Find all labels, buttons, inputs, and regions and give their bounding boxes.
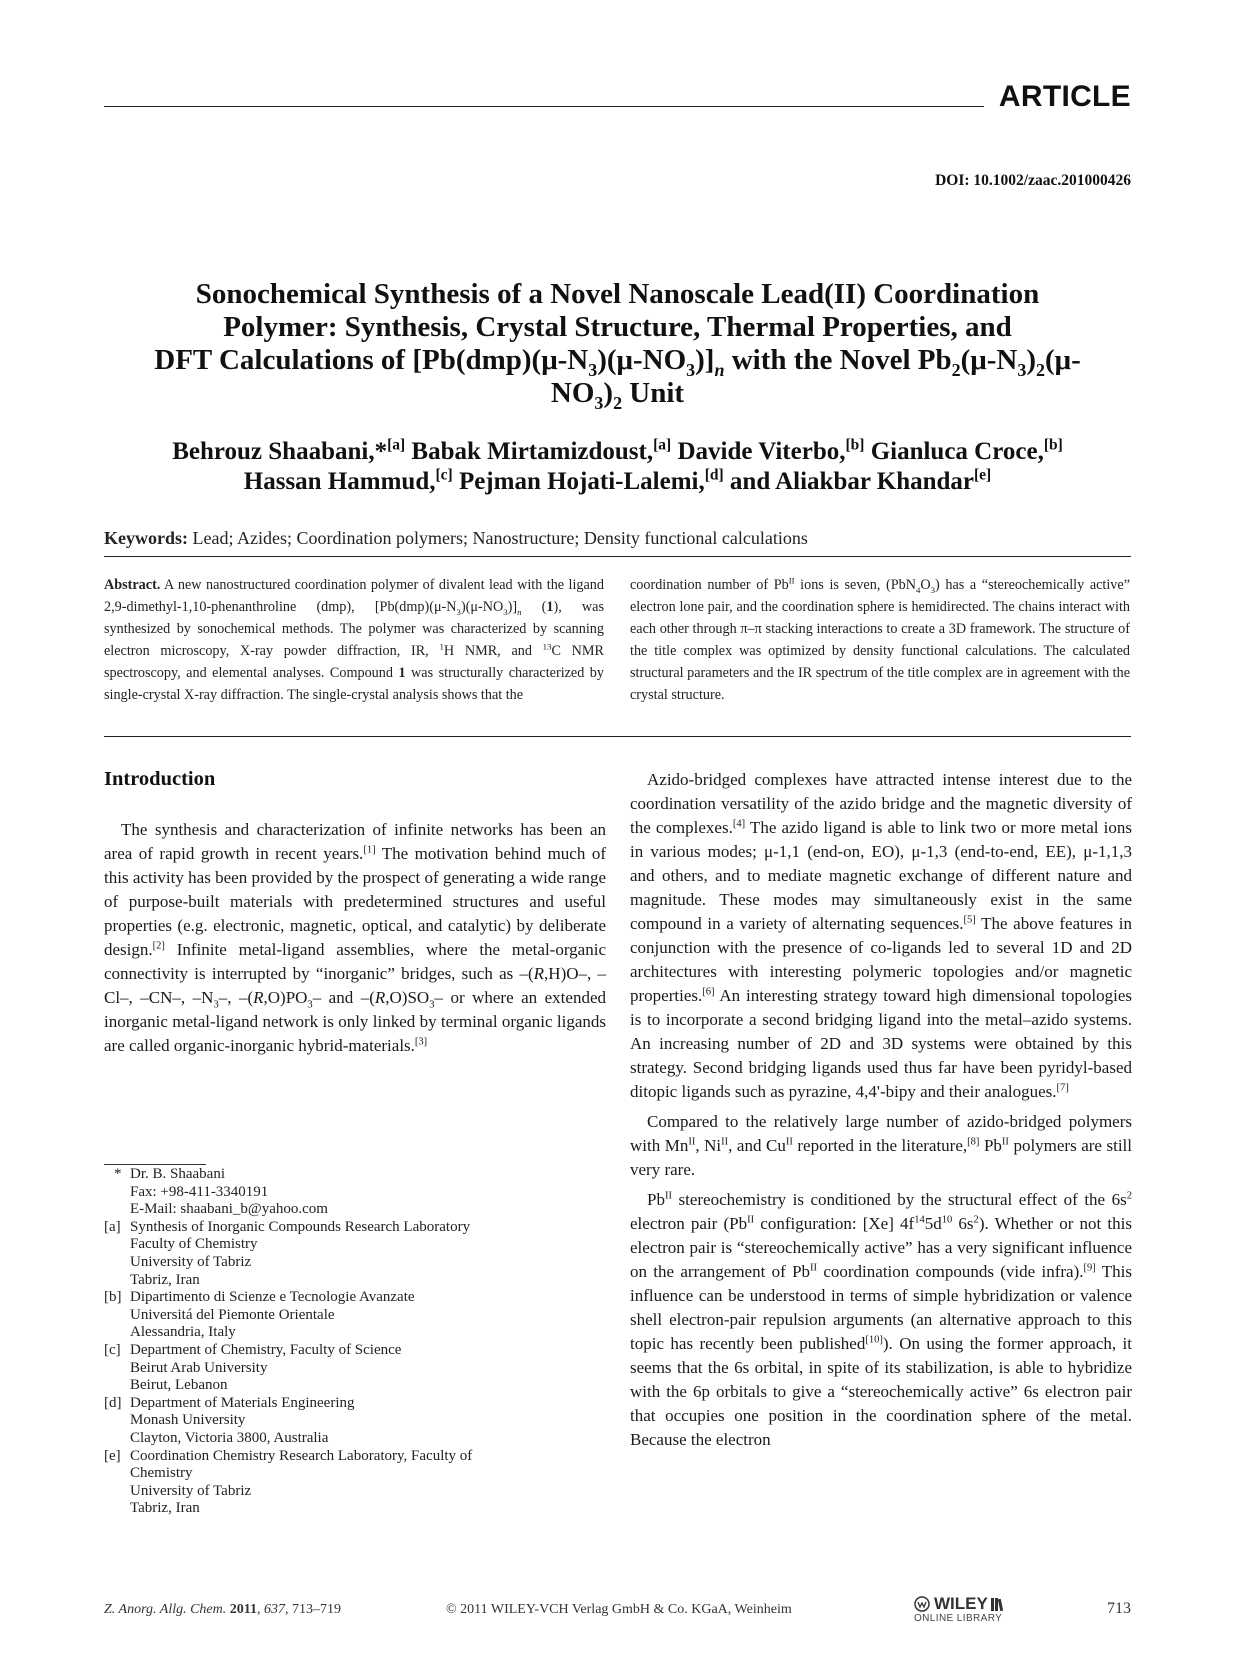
wiley-online-library-logo[interactable]: WILEY ONLINE LIBRARY xyxy=(914,1594,1024,1624)
section-heading-introduction: Introduction xyxy=(104,768,216,790)
abstract-left-column: Abstract. A new nanostructured coordination polymer of divalent lead with the ligand 2,9-dimethyl-1,10-phenanthroline (dmp), $[Pb(dmp)(\mu-N_3)(\mu-NO_3)]_n$ (1), was synthesized by sonochemical methods. The polymer was characterized by scanning electron microscopy, X-ray powder diffraction, IR, $^1$H NMR, and $^{13}$C NMR spectroscopy, and elemental analyses. Compound 1 was structurally characterized by single-crystal X-ray diffraction. The single-crystal analysis shows that the xyxy=(104,577,604,703)
footnote-line: Universitá del Piemonte Orientale xyxy=(130,1306,335,1323)
footnote-item xyxy=(104,1219,604,1289)
journal-citation: Z. Anorg. Allg. Chem. 2011, 637, 713–719 xyxy=(104,1602,341,1617)
footnote-item xyxy=(104,1448,604,1518)
footnote-line: Clayton, Victoria 3800, Australia xyxy=(130,1429,329,1446)
footnote-line: Alessandria, Italy xyxy=(130,1324,236,1341)
footnote-mark: [e] xyxy=(104,1447,121,1464)
footnote-item xyxy=(104,1166,604,1219)
footnote-line: Tabriz, Iran xyxy=(130,1500,200,1517)
article-type-label: ARTICLE xyxy=(998,80,1131,113)
paper-title: Sonochemical Synthesis of a Novel Nanoscale Lead(II) Coordination Polymer: Synthesis, Crystal Structure, Thermal Properties, and DFT Calculations of $[Pb(dmp)(\mu-N_3)(\mu-NO_3)]_n$ with the Novel $Pb_2(\mu-N_3)_2(\mu-$ $NO_3)_2$ Unit xyxy=(154,278,1081,413)
footnote-line: Department of Chemistry, Faculty of Science xyxy=(130,1341,402,1358)
footnote-item xyxy=(104,1342,604,1395)
footnote-mark: [d] xyxy=(104,1394,122,1411)
footnote-line: Coordination Chemistry Research Laboratory, Faculty of xyxy=(130,1447,473,1464)
footnote-mark: [b] xyxy=(104,1289,122,1306)
footnote-mark: [a] xyxy=(104,1218,121,1235)
page-number: 713 xyxy=(1107,1600,1131,1617)
abstract-bottom-rule xyxy=(104,736,1131,737)
intro-paragraph-4: $Pb^{II}$ stereochemistry is conditioned by the structural effect of the $6s^2$ electron pair ($Pb^{II}$ configuration: [Xe] $4f^{14}5d^{10}$ $6s^2$). Whether or not this electron pair is “stereochemically active” has a very significant influence on the arrangement of $Pb^{II}$ coordination compounds (vide infra).[9] This influence can be understood in terms of simple hybridization or valence shell electron-pair repulsion arguments (an alternative approach to this topic has recently been published[10]). On using the former approach, it seems that the 6s orbital, in spite of its stabilization, is able to hybridize with the 6p orbitals to give a “stereochemically active” 6s electron pair that occupies one position in the coordination sphere of the metal. Because the electron xyxy=(630,1190,1132,1449)
footnote-item xyxy=(104,1395,604,1448)
footnote-mark: * xyxy=(114,1166,122,1182)
footnote-line: Beirut, Lebanon xyxy=(130,1377,228,1394)
footnote-line: Monash University xyxy=(130,1412,246,1429)
footnote-mark: [c] xyxy=(104,1341,121,1358)
footnote-line: Chemistry xyxy=(130,1465,193,1482)
footnote-line: University of Tabriz xyxy=(130,1482,252,1499)
footnote-line: Dr. B. Shaabani xyxy=(130,1166,225,1182)
author-list: Behrouz Shaabani,*[a] Babak Mirtamizdoust,[a] Davide Viterbo,[b] Gianluca Croce,[b] Hassan Hammud,[c] Pejman Hojati-Lalemi,[d] and Aliakbar Khandar[e] xyxy=(172,436,1063,495)
footnote-line[interactable]: E-Mail: shaabani_b@yahoo.com xyxy=(130,1201,328,1218)
footnote-line: Fax: +98-411-3340191 xyxy=(130,1183,269,1200)
footnote-line: Synthesis of Inorganic Compounds Research Laboratory xyxy=(130,1218,471,1235)
footnote-line: Tabriz, Iran xyxy=(130,1271,200,1288)
footnote-line: Dipartimento di Scienze e Tecnologie Avanzate xyxy=(130,1289,415,1306)
header-rule xyxy=(104,106,984,107)
footnote-rule xyxy=(104,1164,206,1165)
body-left-column xyxy=(104,818,606,1058)
library-books-icon xyxy=(990,1596,1006,1612)
abstract-top-rule xyxy=(104,556,1131,557)
footnote-line: Beirut Arab University xyxy=(130,1359,268,1376)
affiliation-footnotes xyxy=(104,1166,604,1518)
abstract-right-column: coordination number of $Pb^{II}$ ions is seven, $(PbN_4O_3)$ has a “stereochemically active” electron lone pair, and the coordination sphere is hemidirected. The chains interact with each other through π–π stacking interactions to create a 3D framework. The structure of the title complex was optimized by density functional calculations. The calculated structural parameters and the IR spectrum of the title complex are in agreement with the crystal structure. xyxy=(630,575,1130,703)
doi-label[interactable]: DOI: 10.1002/zaac.201000426 xyxy=(935,172,1131,189)
keywords: Keywords: Lead; Azides; Coordination polymers; Nanostructure; Density functional calculations xyxy=(104,528,808,548)
intro-paragraph-1: The synthesis and characterization of infinite networks has been an area of rapid growth in recent years.[1] The motivation behind much of this activity has been provided by the prospect of generating a wide range of purpose-built materials with predetermined structures and useful properties (e.g. electronic, magnetic, optical, and catalytic) by deliberate design.[2] Infinite metal-ligand assemblies, where the metal-organic connectivity is interrupted by “inorganic” bridges, such as –(R,H)O–, –Cl–, –CN–, $-N_3-$, $-(R,O)PO_3-$ and $-(R,O)SO_3-$ or where an extended inorganic metal-ligand network is only linked by terminal organic ligands are called organic-inorganic hybrid-materials.[3] xyxy=(104,820,607,1055)
footnote-line: Faculty of Chemistry xyxy=(130,1236,258,1253)
intro-paragraph-2: Azido-bridged complexes have attracted intense interest due to the coordination versatility of the azido bridge and the magnetic diversity of the complexes.[4] The azido ligand is able to link two or more metal ions in various modes; μ-1,1 (end-on, EO), μ-1,3 (end-to-end, EE), μ-1,1,3 and others, and to mediate magnetic exchange of different nature and magnitude. These modes may simultaneously exist in the same compound in a variety of alternating sequences.[5] The above features in conjunction with the presence of co-ligands led to several 1D and 2D architectures with interesting polymeric topologies and/or magnetic properties.[6] An interesting strategy toward high dimensional topologies is to incorporate a second bridging ligand into the metal–azido systems. An increasing number of 2D and 3D systems were obtained by this strategy. Second bridging ligands used thus far have been pyridyl-based ditopic ligands such as pyrazine, 4,4'-bipy and their analogues.[7] xyxy=(630,770,1133,1101)
body-right-column xyxy=(630,768,1132,1452)
copyright-notice: © 2011 WILEY-VCH Verlag GmbH & Co. KGaA, Weinheim xyxy=(446,1602,792,1617)
intro-paragraph-3: Compared to the relatively large number of azido-bridged polymers with $Mn^{II}$, $Ni^{II}$, and $Cu^{II}$ reported in the literature,[8] $Pb^{II}$ polymers are still very rare. xyxy=(630,1112,1132,1179)
footnote-item xyxy=(104,1289,604,1342)
footnote-line: Department of Materials Engineering xyxy=(130,1394,355,1411)
wiley-seal-icon xyxy=(914,1596,932,1612)
footnote-line: University of Tabriz xyxy=(130,1253,252,1270)
